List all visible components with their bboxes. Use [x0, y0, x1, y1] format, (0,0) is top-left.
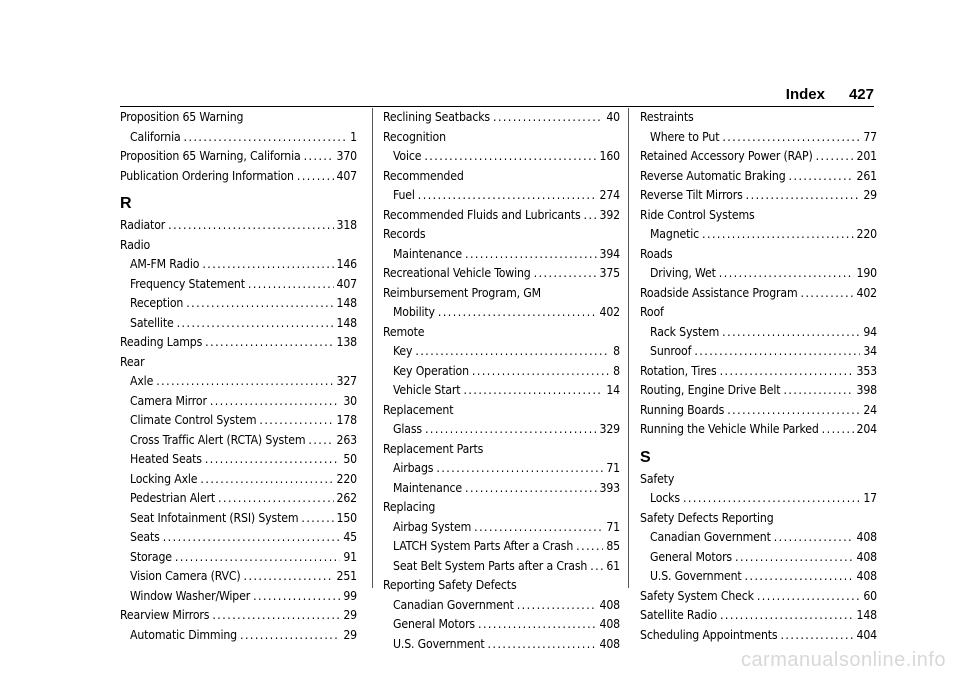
index-page-ref: 392: [599, 207, 620, 222]
index-page-ref: 150: [336, 510, 357, 525]
dot-leader: [722, 128, 860, 148]
index-term: Maintenance: [393, 246, 462, 261]
index-term: General Motors: [650, 549, 732, 564]
index-subentry: [383, 362, 620, 382]
dot-leader: [800, 284, 853, 304]
index-entry: [383, 206, 620, 226]
index-term: Roads: [640, 246, 673, 261]
index-term: Cross Traffic Alert (RCTA) System: [130, 432, 306, 447]
index-subentry: [383, 615, 620, 635]
dot-leader: [727, 401, 860, 421]
index-term: Key Operation: [393, 363, 469, 378]
index-page-ref: 394: [599, 246, 620, 261]
index-page-ref: 370: [336, 149, 357, 163]
index-term: Remote: [383, 324, 425, 339]
index-page-ref: 30: [343, 393, 357, 408]
index-entry: [120, 167, 357, 187]
index-term: Safety: [640, 471, 675, 486]
index-term: Storage: [130, 549, 172, 564]
dot-leader: [210, 392, 341, 412]
index-column-1: [120, 108, 357, 645]
page-header: [786, 86, 874, 103]
index-entry: [640, 606, 877, 626]
index-page-ref: 160: [599, 149, 620, 163]
dot-leader: [757, 587, 861, 607]
index-term: Fuel: [393, 188, 415, 202]
index-term: Driving, Wet: [650, 266, 716, 280]
index-term: Window Washer/Wiper: [130, 588, 251, 603]
index-subentry: [120, 372, 357, 392]
index-entry: [640, 420, 877, 440]
index-term: Recognition: [383, 129, 446, 144]
index-entry: [640, 470, 877, 490]
index-page-ref: 220: [336, 471, 357, 486]
index-subentry: [640, 567, 877, 587]
index-page-ref: 408: [856, 530, 877, 544]
dot-leader: [474, 518, 603, 538]
index-term: Roadside Assistance Program: [640, 285, 798, 300]
index-term: Roof: [640, 305, 664, 319]
dot-leader: [244, 567, 334, 587]
dot-leader: [822, 420, 854, 440]
dot-leader: [694, 342, 860, 362]
index-subentry: [120, 548, 357, 568]
index-subentry: [640, 489, 877, 509]
index-term: Frequency Statement: [130, 276, 245, 291]
column-divider: [372, 108, 373, 588]
index-term: Proposition 65 Warning: [120, 110, 244, 124]
index-page-ref: 402: [856, 285, 877, 300]
index-term: Glass: [393, 422, 422, 436]
index-subentry: [120, 509, 357, 529]
dot-leader: [248, 275, 334, 295]
dot-leader: [424, 147, 596, 167]
watermark: carmanualsonline.info: [740, 649, 946, 671]
index-subentry: [383, 245, 620, 265]
index-subentry: [383, 342, 620, 362]
index-term: Heated Seats: [130, 452, 202, 466]
index-entry: [383, 167, 620, 187]
index-term: Running Boards: [640, 402, 725, 417]
index-letter-heading: S: [640, 448, 651, 466]
index-term: Locks: [650, 491, 680, 505]
index-page-ref: 353: [856, 363, 877, 378]
dot-leader: [722, 323, 860, 343]
dot-leader: [200, 470, 333, 490]
index-page-ref: 1: [350, 129, 357, 144]
index-entry: [383, 498, 620, 518]
index-page-ref: 201: [856, 149, 877, 163]
index-page-ref: 45: [343, 530, 357, 544]
dot-leader: [212, 606, 340, 626]
index-term: Vision Camera (RVC): [130, 569, 241, 583]
index-term: Safety System Check: [640, 588, 754, 603]
header-divider: [120, 106, 874, 107]
index-term: General Motors: [393, 617, 475, 631]
index-page-ref: 402: [599, 305, 620, 319]
dot-leader: [425, 420, 597, 440]
index-term: Safety Defects Reporting: [640, 510, 774, 525]
index-page-ref: 148: [856, 608, 877, 622]
index-page-ref: 14: [606, 383, 620, 397]
index-entry: [383, 323, 620, 343]
index-entry: [120, 606, 357, 626]
dot-leader: [418, 186, 597, 206]
index-term: Canadian Government: [650, 530, 771, 544]
index-subentry: [383, 147, 620, 167]
index-subentry: [640, 528, 877, 548]
index-subentry: [120, 489, 357, 509]
dot-leader: [745, 567, 854, 587]
index-subentry: [120, 314, 357, 334]
dot-leader: [240, 626, 340, 646]
index-entry: [640, 626, 877, 646]
dot-leader: [202, 255, 333, 275]
index-entry: [640, 284, 877, 304]
index-entry: [640, 108, 877, 128]
dot-leader: [590, 557, 603, 577]
index-entry: [120, 353, 357, 373]
index-entry: [640, 303, 877, 323]
dot-leader: [301, 509, 333, 529]
index-page-ref: 262: [336, 491, 357, 505]
page-number: 427: [848, 86, 874, 103]
index-term: Reverse Tilt Mirrors: [640, 188, 743, 202]
index-page-ref: 261: [856, 168, 877, 183]
dot-leader: [735, 548, 854, 568]
index-term: Ride Control Systems: [640, 207, 755, 222]
column-divider: [628, 108, 629, 588]
dot-leader: [534, 264, 597, 284]
dot-leader: [465, 245, 597, 265]
index-page-ref: 274: [599, 188, 620, 202]
dot-leader: [297, 167, 334, 187]
dot-leader: [163, 528, 341, 548]
index-entry: [120, 108, 357, 128]
index-term: Sunroof: [650, 344, 692, 358]
index-term: Airbags: [393, 461, 434, 475]
index-page-ref: 178: [336, 413, 357, 427]
index-page-ref: 77: [863, 129, 877, 144]
index-entry: [383, 108, 620, 128]
index-subentry: [120, 587, 357, 607]
dot-leader: [205, 333, 333, 353]
index-page-ref: 60: [863, 588, 877, 603]
index-entry: [120, 147, 357, 167]
index-entry: [120, 236, 357, 256]
dot-leader: [218, 489, 333, 509]
index-page-ref: 85: [606, 539, 620, 553]
index-page-ref: 50: [343, 452, 357, 466]
index-subentry: [640, 264, 877, 284]
index-subentry: [383, 459, 620, 479]
index-page-ref: 408: [599, 636, 620, 651]
index-term: Rotation, Tires: [640, 363, 717, 378]
index-term: U.S. Government: [650, 569, 742, 583]
index-term: Airbag System: [393, 519, 472, 534]
index-term: Restraints: [640, 110, 694, 124]
index-subentry: [120, 294, 357, 314]
index-subentry: [383, 420, 620, 440]
index-page-ref: 408: [856, 549, 877, 564]
dot-leader: [186, 294, 333, 314]
index-term: Rack System: [650, 324, 720, 339]
dot-leader: [184, 128, 348, 148]
dot-leader: [719, 264, 854, 284]
index-term: Maintenance: [393, 480, 462, 495]
index-page-ref: 204: [856, 422, 877, 436]
index-page-ref: 407: [336, 168, 357, 183]
index-page-ref: 40: [606, 110, 620, 124]
index-term: Reclining Seatbacks: [383, 110, 490, 124]
dot-leader: [517, 596, 597, 616]
index-entry: [383, 128, 620, 148]
dot-leader: [584, 206, 597, 226]
index-page-ref: 34: [863, 344, 877, 358]
dot-leader: [308, 431, 333, 451]
dot-leader: [702, 225, 854, 245]
index-entry: [640, 206, 877, 226]
index-subentry: [640, 225, 877, 245]
index-subentry: [383, 596, 620, 616]
index-page-ref: 71: [606, 519, 620, 534]
index-term: Canadian Government: [393, 597, 514, 612]
index-page-ref: 146: [336, 257, 357, 271]
index-term: Climate Control System: [130, 413, 257, 427]
index-subentry: [120, 255, 357, 275]
index-page-ref: 8: [613, 344, 620, 358]
index-term: Where to Put: [650, 129, 720, 144]
dot-leader: [472, 362, 610, 382]
index-subentry: [120, 411, 357, 431]
index-subentry: [383, 381, 620, 401]
index-page-ref: 327: [336, 374, 357, 388]
index-subentry: [640, 548, 877, 568]
dot-leader: [438, 303, 597, 323]
index-term: Reception: [130, 296, 184, 310]
index-term: Voice: [393, 149, 422, 163]
index-page-ref: 190: [856, 266, 877, 280]
dot-leader: [774, 528, 854, 548]
dot-leader: [720, 362, 854, 382]
index-entry: [383, 225, 620, 245]
dot-leader: [304, 147, 334, 167]
index-page-ref: 138: [336, 335, 357, 349]
index-page-ref: 408: [599, 597, 620, 612]
index-page-ref: 29: [343, 627, 357, 642]
dot-leader: [780, 626, 853, 646]
index-entry: [383, 576, 620, 596]
index-page-ref: 71: [606, 461, 620, 475]
index-entry: [640, 509, 877, 529]
index-entry: [640, 147, 877, 167]
index-subentry: [640, 128, 877, 148]
dot-leader: [789, 167, 854, 187]
dot-leader: [175, 548, 340, 568]
index-column-3: [640, 108, 877, 645]
index-term: Seat Belt System Parts after a Crash: [393, 558, 588, 573]
index-term: Recommended Fluids and Lubricants: [383, 207, 581, 222]
index-term: Scheduling Appointments: [640, 627, 778, 642]
dot-leader: [683, 489, 860, 509]
dot-leader: [488, 635, 597, 655]
index-subentry: [383, 186, 620, 206]
index-term: Satellite: [130, 315, 174, 330]
index-term: Rear: [120, 354, 145, 369]
index-term: Rearview Mirrors: [120, 608, 210, 622]
index-page-ref: 29: [863, 188, 877, 202]
index-page-ref: 404: [856, 627, 877, 642]
index-entry: [383, 284, 620, 304]
index-subentry: [383, 303, 620, 323]
index-subentry: [383, 479, 620, 499]
index-column-2: [383, 108, 620, 654]
index-page-ref: 407: [336, 276, 357, 291]
index-term: Satellite Radio: [640, 608, 717, 622]
dot-leader: [177, 314, 334, 334]
index-term: Proposition 65 Warning, California: [120, 149, 301, 163]
index-term: Records: [383, 227, 426, 241]
index-entry: [120, 216, 357, 236]
index-term: Radiator: [120, 218, 166, 232]
index-term: Routing, Engine Drive Belt: [640, 383, 781, 397]
index-term: Automatic Dimming: [130, 627, 237, 642]
dot-leader: [168, 216, 333, 236]
dot-leader: [253, 587, 340, 607]
index-page-ref: 329: [599, 422, 620, 436]
section-title: Index: [785, 86, 825, 103]
index-term: California: [130, 129, 181, 144]
index-term: Seats: [130, 530, 160, 544]
index-page-ref: 61: [606, 558, 620, 573]
index-term: LATCH System Parts After a Crash: [393, 539, 574, 553]
index-entry: [120, 333, 357, 353]
index-term: Recreational Vehicle Towing: [383, 266, 531, 280]
index-term: Pedestrian Alert: [130, 491, 216, 505]
index-page-ref: 263: [336, 432, 357, 447]
index-term: Replacing: [383, 500, 436, 514]
index-term: Replacement Parts: [383, 441, 484, 456]
index-page-ref: 408: [599, 617, 620, 631]
dot-leader: [816, 147, 854, 167]
dot-leader: [783, 381, 853, 401]
index-subentry: [640, 342, 877, 362]
index-subentry: [120, 431, 357, 451]
index-subentry: [120, 528, 357, 548]
index-page-ref: 408: [856, 569, 877, 583]
index-letter-heading: R: [120, 195, 132, 212]
index-subentry: [120, 567, 357, 587]
index-subentry: [120, 450, 357, 470]
index-page-ref: 17: [863, 491, 877, 505]
index-term: Mobility: [393, 305, 435, 319]
index-term: U.S. Government: [393, 636, 485, 651]
index-page-ref: 29: [343, 608, 357, 622]
index-entry: [640, 587, 877, 607]
index-subentry: [383, 557, 620, 577]
dot-leader: [436, 459, 603, 479]
dot-leader: [478, 615, 597, 635]
index-page-ref: 8: [613, 363, 620, 378]
index-term: Reading Lamps: [120, 335, 203, 349]
index-term: Reverse Automatic Braking: [640, 168, 786, 183]
index-subentry: [120, 128, 357, 148]
index-page-ref: 94: [863, 324, 877, 339]
dot-leader: [156, 372, 333, 392]
index-subentry: [120, 275, 357, 295]
dot-leader: [746, 186, 861, 206]
index-term: Retained Accessory Power (RAP): [640, 149, 813, 163]
dot-leader: [720, 606, 854, 626]
index-subentry: [120, 470, 357, 490]
dot-leader: [463, 381, 603, 401]
index-page-ref: 99: [343, 588, 357, 603]
index-page-ref: 220: [856, 227, 877, 241]
index-term: Reimbursement Program, GM: [383, 285, 541, 300]
index-term: Key: [393, 344, 413, 358]
index-entry: [640, 362, 877, 382]
dot-leader: [415, 342, 610, 362]
index-term: AM-FM Radio: [130, 257, 200, 271]
index-term: Reporting Safety Defects: [383, 578, 517, 592]
index-subentry: [640, 323, 877, 343]
index-entry: [383, 264, 620, 284]
index-page-ref: 251: [336, 569, 357, 583]
index-term: Vehicle Start: [393, 383, 461, 397]
index-entry: [383, 440, 620, 460]
dot-leader: [465, 479, 597, 499]
index-term: Locking Axle: [130, 471, 198, 486]
dot-leader: [259, 411, 333, 431]
index-page-ref: 91: [343, 549, 357, 564]
index-entry: [640, 381, 877, 401]
index-entry: [383, 401, 620, 421]
dot-leader: [205, 450, 341, 470]
index-term: Replacement: [383, 402, 454, 417]
index-subentry: [120, 626, 357, 646]
index-page-ref: 375: [599, 266, 620, 280]
index-page-ref: 148: [336, 296, 357, 310]
index-subentry: [383, 537, 620, 557]
index-term: Axle: [130, 374, 154, 388]
dot-leader: [493, 108, 603, 128]
index-entry: [640, 401, 877, 421]
index-term: Camera Mirror: [130, 393, 207, 408]
index-page-ref: 398: [856, 383, 877, 397]
index-subentry: [383, 518, 620, 538]
index-subentry: [383, 635, 620, 655]
index-entry: [640, 245, 877, 265]
index-term: Recommended: [383, 168, 464, 183]
index-term: Radio: [120, 237, 151, 252]
index-page-ref: 148: [336, 315, 357, 330]
dot-leader: [576, 537, 603, 557]
index-page-ref: 24: [863, 402, 877, 417]
index-term: Publication Ordering Information: [120, 168, 294, 183]
index-page-ref: 393: [599, 480, 620, 495]
index-entry: [640, 167, 877, 187]
index-page-ref: 318: [336, 218, 357, 232]
index-entry: [640, 186, 877, 206]
index-term: Magnetic: [650, 227, 700, 241]
index-term: Running the Vehicle While Parked: [640, 422, 819, 436]
index-subentry: [120, 392, 357, 412]
index-term: Seat Infotainment (RSI) System: [130, 510, 299, 525]
